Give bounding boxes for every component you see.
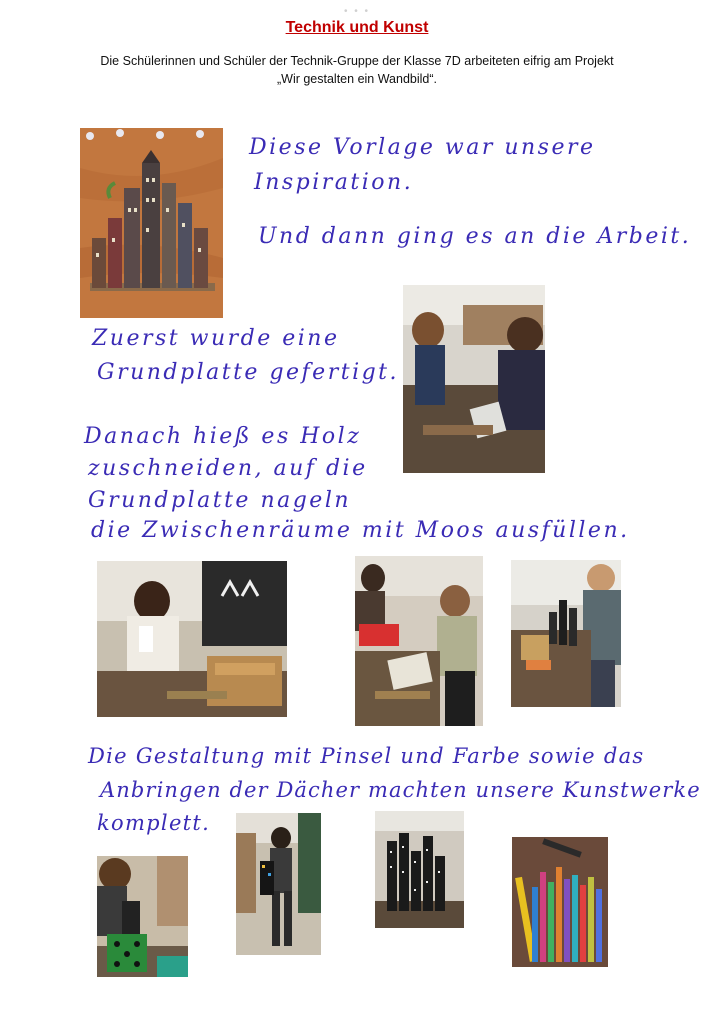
design-text-line-3: komplett. [97,811,211,835]
workshop-photo-team [355,556,483,726]
design-text-line-2: Anbringen der Dächer machten unsere Kunstwerke [100,778,701,802]
intro-line-1: Die Schülerinnen und Schüler der Technik-Gruppe der Klasse 7D arbeiteten eifrig am Projekt [100,54,614,68]
intro-line-2: „Wir gestalten ein Wandbild“. [276,72,438,86]
inspiration-text-line-2: Inspiration. [254,170,414,195]
intro-text [60,52,654,88]
painting-photo-towers [375,811,464,928]
wood-text-line-1: Danach hieß es Holz [84,424,362,449]
painting-photo-student [236,813,321,955]
painting-photo-colored-sticks [512,837,608,967]
design-text-line-1: Die Gestaltung mit Pinsel und Farbe sowie das [88,744,645,768]
wood-text-line-3: Grundplatte nageln [88,488,352,513]
workshop-photo-base-plate [403,285,545,473]
work-start-text: Und dann ging es an die Arbeit. [258,224,692,249]
inspiration-photo [80,128,223,318]
top-dots: • • • [343,6,371,17]
base-plate-text-line-1: Zuerst wurde eine [92,326,340,351]
page-title: Technik und Kunst [285,19,429,36]
workshop-photo-glue [97,561,287,717]
painting-photo-dice [97,856,188,977]
workshop-photo-tower [511,560,621,707]
inspiration-text-line-1: Diese Vorlage war unsere [249,135,596,160]
wood-text-line-4: die Zwischenräume mit Moos ausfüllen. [91,518,630,543]
base-plate-text-line-2: Grundplatte gefertigt. [97,360,400,385]
wood-text-line-2: zuschneiden, auf die [88,456,368,481]
